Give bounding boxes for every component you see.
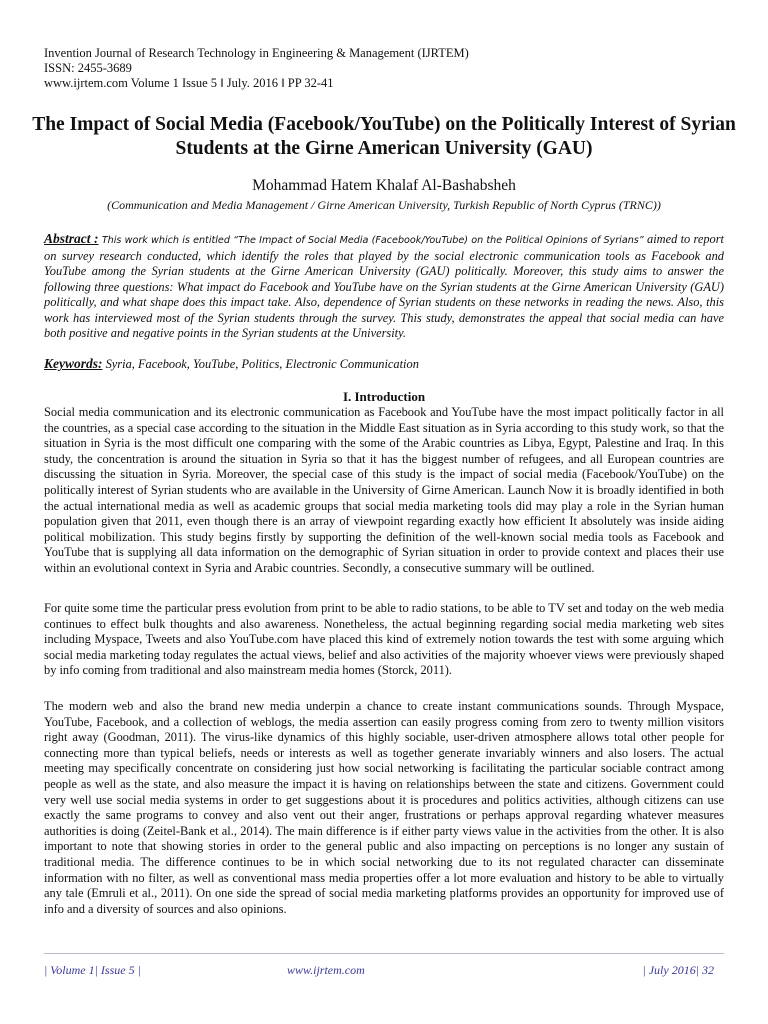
issn: ISSN: 2455-3689 — [44, 61, 132, 75]
section-heading: I. Introduction — [342, 389, 426, 404]
footer-website[interactable]: www.ijrtem.com — [287, 963, 365, 977]
keywords-label: Keywords: — [44, 356, 103, 371]
journal-header — [44, 46, 469, 91]
journal-name: Invention Journal of Research Technology in Engineering & Management (IJRTEM) — [44, 46, 469, 60]
author-name: Mohammad Hatem Khalaf Al-Bashabsheh — [252, 177, 516, 194]
paper-title: The Impact of Social Media (Facebook/YouTube) on the Politically Interest of Syrian Students at the Girne American University (GAU) — [32, 114, 736, 159]
abstract-lead: This work which is entitled “The Impact of Social Media (Facebook/YouTube) on the Political Opinions of Syrians” — [101, 235, 644, 246]
volume-line: www.ijrtem.com Volume 1 Issue 5 ǁ July. 2016 ǁ PP 32-41 — [44, 76, 334, 90]
body-paragraph: Social media communication and its electronic communication as Facebook and YouTube have the most impact politically factor in all the countries, as a special case according to the situation in the Middle East situation as in Syria according to this study work, so that the situation in Syria is the most difficult one comparing with the some of the Arabic countries as Libya, Egypt, Palestine and Iraq. In this study, the concentration is around the situation in Syria so that it has the biggest number of refugees, and all European countries are discussing the situation in Syria. Moreover, the special case of this study is the impact of social media (Facebook/YouTube) on the politically interest of Syrian students who are available in the University of Girne American. Launch Now it is broadly identified in both the actual international media as well as academic groups that social media marketing tools did may play a role in the Syrian human population given that 2011, even though there is an array of viewpoint regarding exactly how efficient It absolutely was inside aiding political mobilization. This study begins firstly by supporting the definition of the well-known social media tools as Facebook and YouTube that is supplying all data information on the demographic of Syrian situation in order to provide context and places their use within an evolutional context in Syria and Arabic countries. Secondly, a consecutive summary will be outlined. — [44, 405, 724, 575]
keywords — [44, 356, 419, 372]
abstract-body: aimed to report on survey research conducted, which identify the roles that played by the social electronic communication tools as Facebook and YouTube among the Syrian students at the Girne American University (GAU) politically. Moreover, this study aims to answer the following three questions: What impact do Facebook and YouTube have on the Syrian students at the Girne American University (GAU) politically, and what shape does this impact take. Also, dependence of Syrian students on these networks in reading the news. Also, this work has interviewed most of the Syrian students through the survey. This study, demonstrates the appeal that social media can have both positive and negative points in the Syrian students at the University. — [44, 232, 724, 340]
footer-page: | July 2016| 32 — [642, 963, 714, 977]
body-paragraph: The modern web and also the brand new media underpin a chance to create instant communications sounds. Through Myspace, YouTube, Facebook, and a collection of weblogs, the media assertion can easily progress coming from zero to twenty million visitors right away (Goodman, 2011). The virus-like dynamics of this highly sociable, user-driven atmosphere allows total other people for connecting more than typical beliefs, needs or interests as well as together generate invariably winners and also losers. The actual meeting may specifically concentrate on considering just how social networking is facilitating the particular sociable contract among people as well as the state, and also measure the impact it is having on relationships between the state and citizens. Government could very well use social media systems in order to get suggestions about it is procedures and politics activities, although citizens can use exactly the same programs to convey and also vent out their anger, frustrations or perhaps approval regarding whatever measures authorities is doing (Zeitel-Bank et al., 2014). The main difference is if either party views value in the activities from the other. It is also important to note that showing stories in order to the general public and also impacting on perceptions is no longer any sustain of traditional media. The difference continues to be in which social networking due to its not regulated character can disseminate information with no filter, as well as conventional mass media properties offer a lot more evaluation and history to be able to virtually any tale (Emruli et al., 2011). On one side the spread of social media marketing platforms provides an opportunity for improved use of info and a diversity of sources and also opinions. — [44, 699, 724, 916]
abstract-label: Abstract : — [44, 231, 99, 246]
author-affiliation: (Communication and Media Management / Girne American University, Turkish Republic of North Cyprus (TRNC)) — [107, 198, 661, 212]
keywords-text: Syria, Facebook, YouTube, Politics, Electronic Communication — [105, 357, 419, 371]
footer-divider — [44, 953, 724, 954]
footer-volume: | Volume 1| Issue 5 | — [44, 963, 141, 977]
body-paragraph: For quite some time the particular press evolution from print to be able to radio stations, to be able to TV set and today on the web media continues to effect bulk thoughts and also awareness. Nonetheless, the actual beginning regarding social media marketing web sites including Myspace, Tweets and also YouTube.com have placed this kind of extremely notion towards the test with some arguing which social media marketing today regulates the actual views, belief and also activities of the majority whoever views were previously shaped by info coming from traditional and also mainstream media homes (Storck, 2011). — [44, 601, 724, 678]
abstract — [44, 231, 724, 342]
